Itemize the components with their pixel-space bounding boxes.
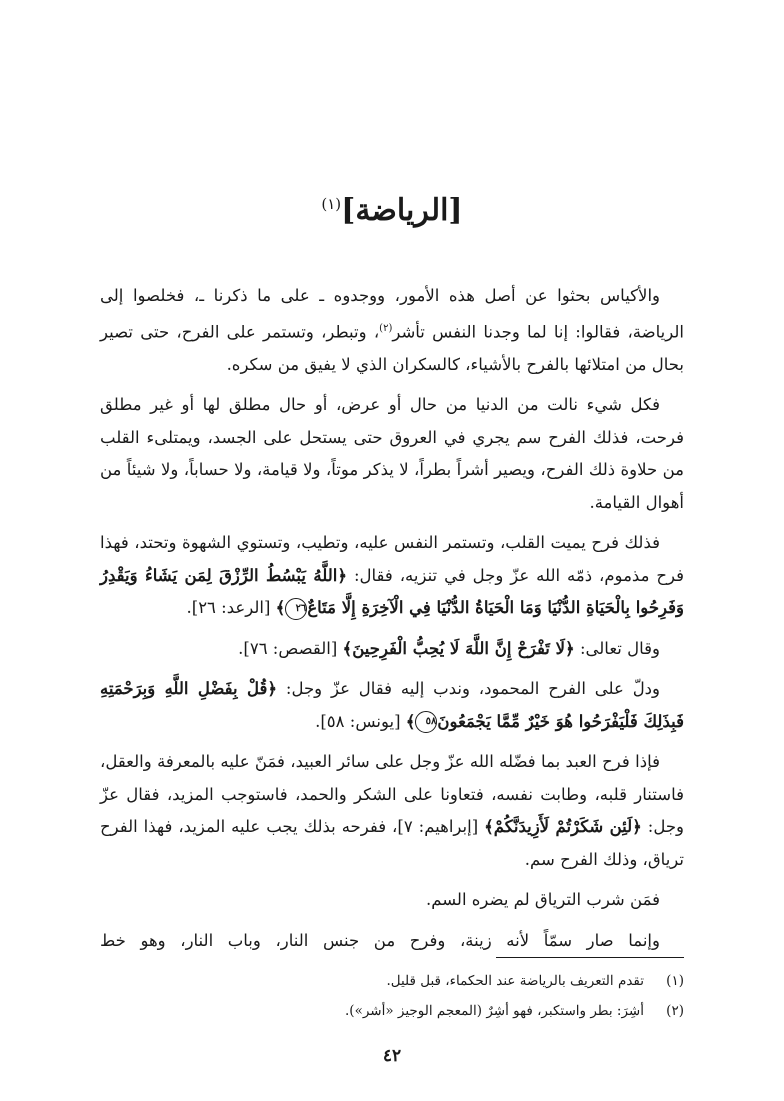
title-footnote-ref: (١) <box>321 195 342 213</box>
paragraph <box>100 925 684 958</box>
paragraph-text: [يونس: ٥٨]. <box>315 711 406 731</box>
paragraph-text: [القصص: ٧٦]. <box>238 638 343 658</box>
paragraph-text: ، وتبطر، وتستمر على الفرح، حتى تصير بحال من امتلائها بالفرح بالأشياء، كالسكران الذي لا يفيق من سكره. <box>100 322 684 374</box>
paragraph <box>100 633 684 666</box>
paragraph <box>100 884 684 917</box>
paragraph-text: وإنما صار سمّاً لأنه زينة، وفرح من جنس النار، وباب النار، وهو خط <box>100 930 660 950</box>
quran-verse: ﴿قُلْ بِفَضْلِ اللَّهِ وَبِرَحْمَتِهِ فَبِذَلِكَ فَلْيَفْرَحُوا هُوَ خَيْرٌ مِّمَّا يَجْمَعُونَ <box>100 679 684 731</box>
quran-verse: ﴿اللَّهُ يَبْسُطُ الرِّزْقَ لِمَن يَشَاءُ وَيَقْدِرُ وَفَرِحُوا بِالْحَيَاةِ الدُّنْيَا وَمَا الْحَيَاةُ الدُّنْيَا فِي الْآخِرَةِ إِلَّا مَتَاعٌ <box>100 565 684 617</box>
footnote <box>100 996 684 1026</box>
paragraph-text: وقال تعالى: <box>574 638 660 658</box>
chapter-title <box>0 184 784 231</box>
paragraph-text: فذلك فرح يميت القلب، وتستمر النفس عليه، وتطيب، وتستوي الشهوة وتحتد، فهذا فرح مذموم، ذمّه الله عزّ وجل في تنزيه، فقال: <box>100 533 685 585</box>
paragraph <box>100 746 684 876</box>
paragraph-text: [إبراهيم: ٧]، ففرحه بذلك يجب عليه المزيد، فهذا الفرح ترياق، وذلك الفرح سم. <box>100 817 684 869</box>
quran-verse: ﴾ <box>275 598 286 617</box>
quran-verse: ﴿لَئِن شَكَرْتُمْ لَأَزِيدَنَّكُمْ﴾ <box>484 817 642 836</box>
footnote-ref: (٢) <box>379 322 393 334</box>
paragraph-text: فمَن شرب الترياق لم يضره السم. <box>425 890 660 909</box>
body-text <box>100 280 684 965</box>
footnotes <box>100 966 684 1026</box>
footnote-divider <box>496 957 684 958</box>
paragraph <box>100 673 684 738</box>
paragraph-text: فإذا فرح العبد بما فضّله الله عزّ وجل على سائر العبيد، فمَنّ عليه بالمعرفة والعقل، فاستنار قلبه، وطابت نفسه، فتعاونا على الشكر والحمد، فاستوجب المزيد، فقال عزّ وجل: <box>100 752 685 836</box>
verse-number-marker: ٥٨ <box>415 711 437 733</box>
paragraph-text: ودلّ على الفرح المحمود، وندب إليه فقال عزّ وجل: <box>277 679 660 698</box>
footnote-text: تقدم التعريف بالرياضة عند الحكماء، قبل قليل. <box>386 973 644 989</box>
paragraph-text: فكل شيء نالت من الدنيا من حال أو عرض، أو حال مطلق لها أو غير مطلق فرحت، فذلك الفرح سم يجري في العروق حتى يستحل على الجسد، ويمتلىء القلب من حلاوة ذلك الفرح، ويصير أشراً بطراً، لا يذكر موتاً، ولا قيامة، ولا حساباً، ولا شيئاً من أهوال القيامة. <box>100 395 684 512</box>
paragraph-text: [الرعد: ٢٦]. <box>186 598 276 617</box>
paragraph <box>100 280 684 381</box>
chapter-title-text: [الرياضة] <box>341 193 463 228</box>
paragraph-text: والأكياس بحثوا عن أصل هذه الأمور، ووجدوه ـ على ما ذكرنا ـ، فخلصوا إلى الرياضة، فقالوا: إنا لما وجدنا النفس تأشر <box>100 286 684 341</box>
footnote-number: (١) <box>666 973 684 989</box>
footnote-number: (٢) <box>666 1003 684 1019</box>
footnote <box>100 966 684 996</box>
page-number: ٤٢ <box>382 1046 402 1066</box>
paragraph <box>100 389 684 519</box>
verse-number-marker: ٢٦ <box>285 598 307 620</box>
paragraph <box>100 527 684 625</box>
footnote-text: أشِرَ: بطر واستكبر، فهو أشِرٌ (المعجم الوجيز «أشر»). <box>345 1003 644 1019</box>
quran-verse: ﴾ <box>405 711 416 731</box>
quran-verse: ﴿لَا تَفْرَحْ إِنَّ اللَّهَ لَا يُحِبُّ الْفَرِحِينَ﴾ <box>342 638 575 658</box>
